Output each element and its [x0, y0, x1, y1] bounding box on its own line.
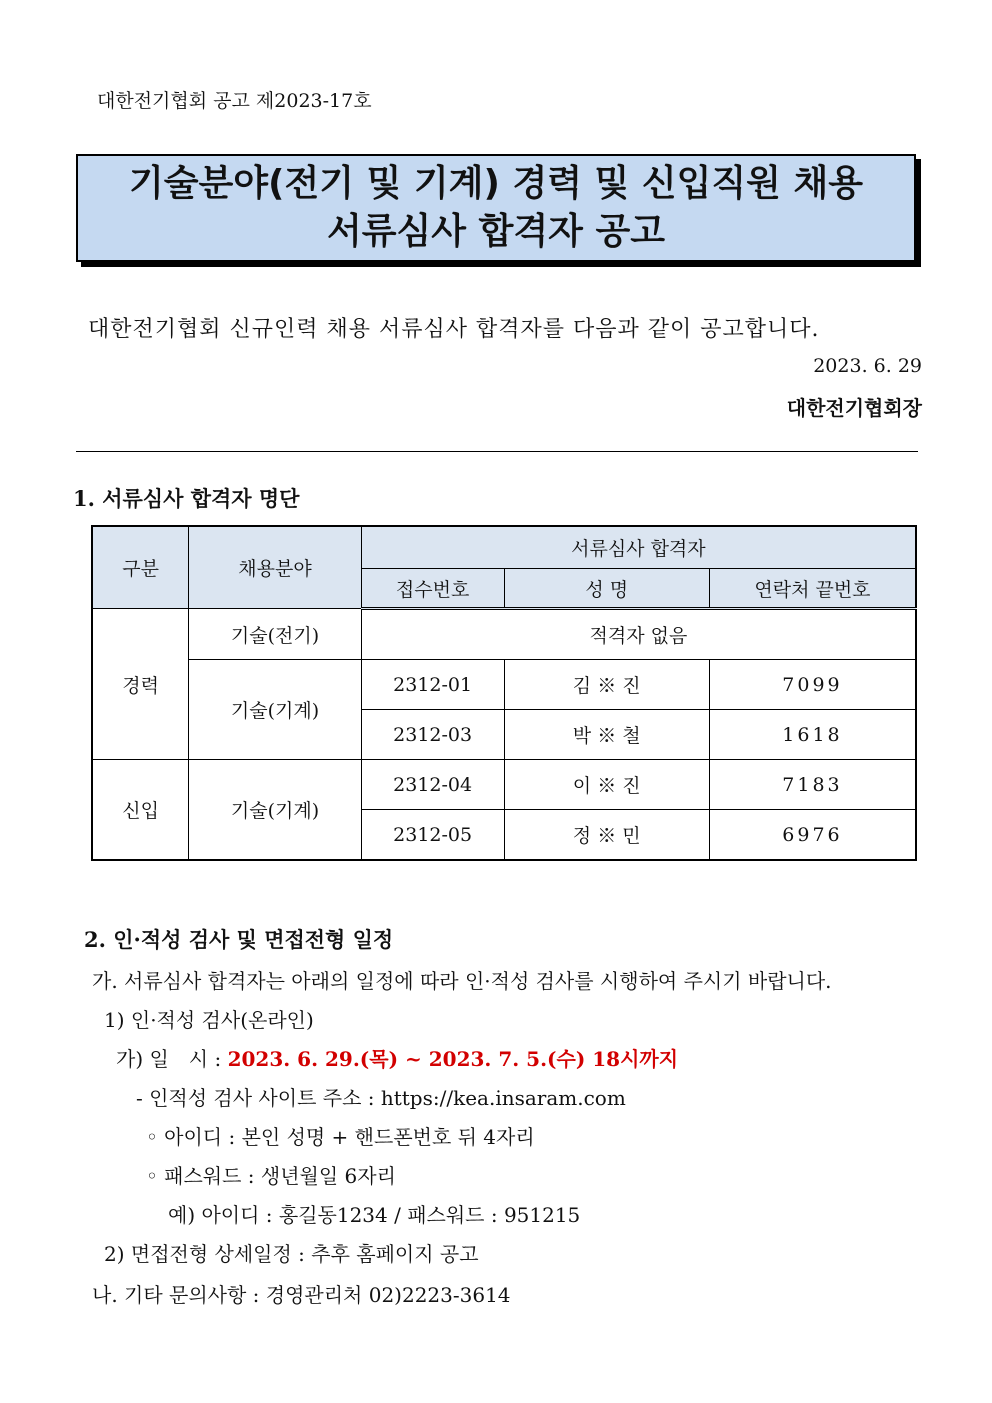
schedule-line [116, 1043, 678, 1072]
receipt-cell: 2312-01 [361, 660, 504, 710]
receipt-cell: 2312-05 [361, 810, 504, 861]
section-2-heading: 2. 인·적성 검사 및 면접전형 일정 [84, 927, 394, 952]
name-cell: 박 ※ 철 [504, 710, 709, 760]
field-electrical: 기술(전기) [189, 609, 362, 660]
header-group: 서류심사 합격자 [361, 526, 916, 569]
item-aptitude-test: 1) 인·적성 검사(온라인) [104, 1008, 314, 1032]
interview-schedule-line: 2) 면접전형 상세일정 : 추후 홈페이지 공고 [104, 1242, 479, 1266]
field-mechanical-new: 기술(기계) [189, 760, 362, 861]
contact-line: 나. 기타 문의사항 : 경영관리처 02)2223-3614 [92, 1283, 511, 1307]
schedule-value: 2023. 6. 29.(목) ~ 2023. 7. 5.(수) 18시까지 [227, 1047, 679, 1071]
name-cell: 정 ※ 민 [504, 810, 709, 861]
no-candidate: 적격자 없음 [361, 609, 916, 660]
receipt-cell: 2312-03 [361, 710, 504, 760]
divider [76, 451, 918, 452]
login-id-line: ◦ 아이디 : 본인 성명 + 핸드폰번호 뒤 4자리 [146, 1125, 535, 1149]
phone-cell: 6976 [709, 810, 916, 861]
field-mechanical-career: 기술(기계) [189, 660, 362, 760]
phone-cell: 1618 [709, 710, 916, 760]
intro-text: 대한전기협회 신규인력 채용 서류심사 합격자를 다음과 같이 공고합니다. [88, 317, 820, 342]
schedule-label: 가) 일 시 : [116, 1047, 228, 1071]
name-cell: 김 ※ 진 [504, 660, 709, 710]
phone-cell: 7099 [709, 660, 916, 710]
title-box [76, 154, 916, 262]
header-receipt: 접수번호 [361, 569, 504, 609]
notice-date: 2023. 6. 29 [813, 355, 922, 377]
password-line: ◦ 패스워드 : 생년월일 6자리 [146, 1164, 396, 1188]
issuer: 대한전기협회장 [786, 396, 922, 420]
title-line-2: 서류심사 합격자 공고 [326, 211, 666, 252]
instruction-ga: 가. 서류심사 합격자는 아래의 일정에 따라 인·적성 검사를 시행하여 주시기 바랍니다. [92, 969, 832, 993]
category-new: 신입 [92, 760, 189, 861]
category-career: 경력 [92, 609, 189, 760]
login-example-line: 예) 아이디 : 홍길동1234 / 패스워드 : 951215 [168, 1203, 581, 1227]
section-1-heading: 1. 서류심사 합격자 명단 [73, 486, 300, 511]
phone-cell: 7183 [709, 760, 916, 810]
notice-number: 대한전기협회 공고 제2023-17호 [97, 90, 372, 112]
test-site-line: - 인적성 검사 사이트 주소 : https://kea.insaram.com [136, 1086, 626, 1110]
header-field: 채용분야 [189, 526, 362, 609]
candidate-table [91, 525, 917, 861]
header-category: 구분 [92, 526, 189, 609]
receipt-cell: 2312-04 [361, 760, 504, 810]
name-cell: 이 ※ 진 [504, 760, 709, 810]
header-phone: 연락처 끝번호 [709, 569, 916, 609]
title-line-1: 기술분야(전기 및 기계) 경력 및 신입직원 채용 [128, 163, 864, 204]
header-name: 성 명 [504, 569, 709, 609]
